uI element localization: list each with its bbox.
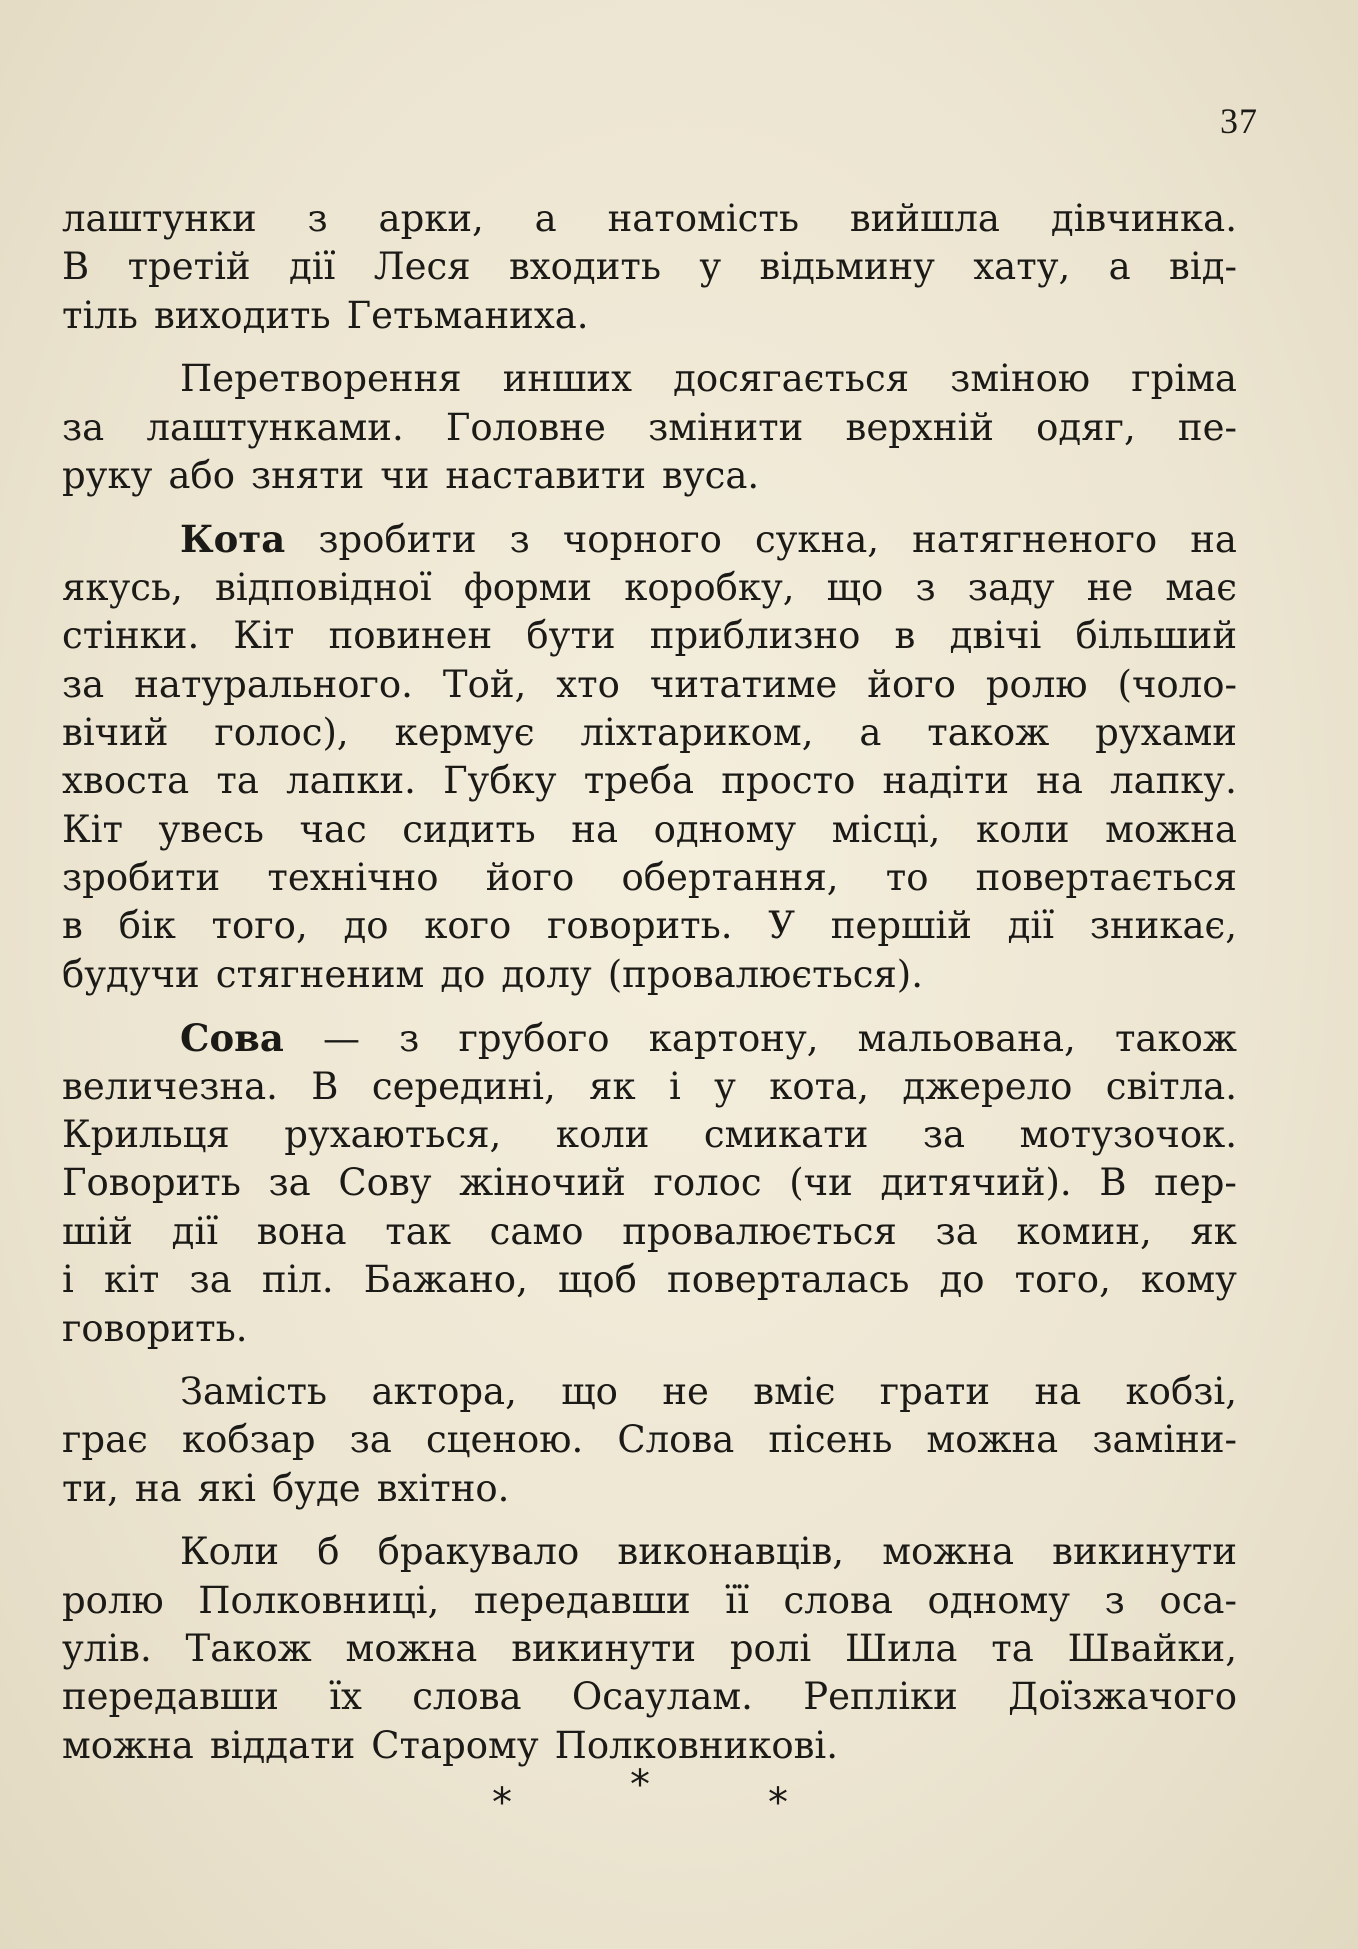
text-line: хвоста та лапки. Губку треба просто надіти на лапку.: [62, 759, 1237, 803]
text-line: будучи стягненим до долу (провалюється).: [62, 952, 923, 996]
text-line: лаштунки з арки, а натомість вийшла дівчинка.: [62, 197, 1237, 240]
paragraph: [62, 1014, 1237, 1353]
page-number: 37: [1220, 101, 1258, 141]
text-line: Замість актора, що не вміє грати на кобзі,: [180, 1369, 1237, 1413]
paragraph: [62, 195, 1237, 340]
asterism-star: *: [630, 1762, 650, 1808]
text-line: руку або зняти чи наставити вуса.: [62, 453, 760, 497]
text-line: улів. Також можна викинути ролі Шила та Швайки,: [62, 1626, 1237, 1670]
paragraph: [62, 1528, 1237, 1770]
text-line: ролю Полковниці, передавши її слова одному з оса-: [62, 1578, 1237, 1622]
text-line: ти, на які буде вхітно.: [62, 1466, 510, 1510]
text-line: Сова — з грубого картону, мальована, також: [180, 1016, 1237, 1061]
text-line: Говорить за Сову жіночий голос (чи дитячий). В пер-: [62, 1161, 1237, 1205]
text-line: В третій дії Леся входить у відьмину хату, а від-: [62, 245, 1237, 289]
text-line: вічий голос), кермує ліхтариком, а також рухами: [62, 710, 1237, 754]
text-line: стінки. Кіт повинен бути приблизно в двічі більший: [62, 614, 1237, 658]
text-line: Кіт увесь час сидить на одному місці, коли можна: [62, 807, 1237, 851]
paragraph: [62, 1368, 1237, 1513]
asterism-star: *: [492, 1780, 512, 1826]
text-line: за лаштунками. Головне змінити верхній одяг, пе-: [62, 405, 1237, 449]
asterism-divider: [470, 1762, 810, 1826]
text-line: Кота зробити з чорного сукна, натягненого на: [180, 517, 1237, 562]
text-line: можна віддати Старому Полковникові.: [62, 1723, 839, 1767]
text-line: і кіт за піл. Бажано, щоб поверталась до того, кому: [62, 1258, 1237, 1302]
text-line: в бік того, до кого говорить. У першій дії зникає,: [62, 904, 1237, 948]
text-line: Крильця рухаються, коли смикати за мотузочок.: [62, 1113, 1237, 1157]
text-line: передавши їх слова Осаулам. Репліки Доїзжачого: [62, 1675, 1237, 1719]
text-line: грає кобзар за сценою. Слова пісень можна заміни-: [62, 1418, 1237, 1462]
text-line: зробити технічно його обертання, то повертається: [62, 856, 1237, 900]
asterism-star: *: [768, 1780, 788, 1826]
text-line: Коли б бракувало виконавців, можна викинути: [180, 1530, 1237, 1574]
text-line: за натурального. Той, хто читатиме його ролю (чоло-: [62, 662, 1237, 706]
text-line: якусь, відповідної форми коробку, що з заду не має: [62, 565, 1237, 609]
text-line: тіль виходить Гетьманиха.: [62, 293, 589, 337]
text-line: говорить.: [62, 1306, 248, 1350]
text-body: [62, 195, 1237, 1785]
paragraph: [62, 515, 1237, 999]
text-line: Перетворення инших досягається зміною гріма: [180, 357, 1237, 401]
text-line: шій дії вона так само провалюється за комин, як: [62, 1209, 1237, 1253]
paragraph: [62, 355, 1237, 500]
text-line: величезна. В середині, як і у кота, джерело світла.: [62, 1064, 1237, 1108]
